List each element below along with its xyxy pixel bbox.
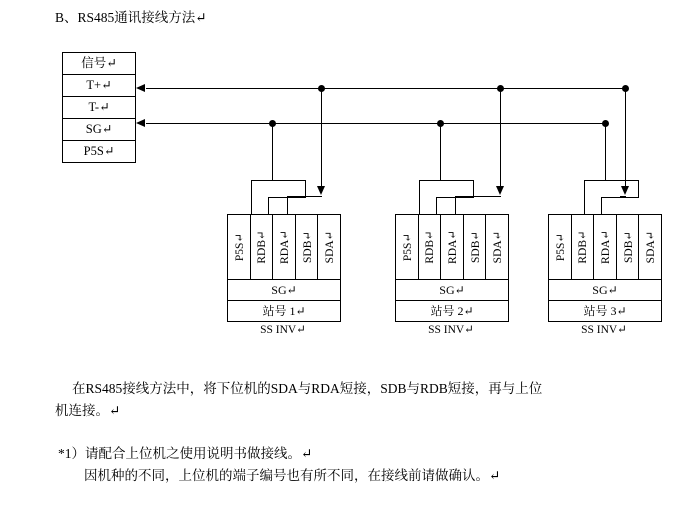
pin-rdb — [419, 215, 442, 279]
terminal-row: T-↵ — [63, 97, 135, 119]
station-1-sg: SG↵ — [228, 279, 340, 300]
bracket-t-left-2 — [455, 196, 456, 215]
pin-p5s — [396, 215, 419, 279]
pin-sdb — [464, 215, 487, 279]
bracket-t-3 — [620, 196, 626, 197]
pin-label: SDB↵ — [301, 230, 314, 264]
bracket-t-2 — [455, 196, 501, 197]
pin-sdb — [296, 215, 319, 279]
drop-line-tplus-1 — [321, 88, 322, 188]
station-3-sg: SG↵ — [549, 279, 661, 300]
pin-label: RDA↵ — [599, 230, 612, 264]
pin-label: P5S↵ — [233, 232, 246, 262]
station-block-2 — [395, 214, 509, 322]
station-2-pins — [396, 215, 508, 279]
station-1-title: 站号 1↵ — [228, 300, 340, 321]
drop-line-sg-2 — [440, 123, 441, 180]
pin-sdb — [617, 215, 640, 279]
pin-sda — [486, 215, 508, 279]
pin-label: SDA↵ — [324, 230, 337, 264]
drop-line-sg-1 — [272, 123, 273, 180]
drop-line-tplus-3 — [625, 88, 626, 188]
terminal-row: T+↵ — [63, 75, 135, 97]
pin-label: P5S↵ — [554, 232, 567, 262]
pin-label: RDA↵ — [446, 230, 459, 264]
paragraph-1-line-2: 机连接。↵ — [55, 403, 121, 418]
pin-rdb — [251, 215, 274, 279]
pin-label: SDB↵ — [622, 230, 635, 264]
arrow-down-2 — [496, 186, 504, 195]
pin-label: SDA↵ — [492, 230, 505, 264]
bracket-t-left-1 — [287, 196, 288, 215]
bracket-left-1 — [251, 180, 252, 215]
terminal-row: P5S↵ — [63, 141, 135, 163]
paragraph-1-line-1: 在RS485接线方法中，将下位机的SDA与RDA短接，SDB与RDB短接，再与上位 — [72, 381, 543, 396]
note-1: *1）请配合上位机之使用说明书做接线。↵ — [58, 446, 313, 461]
note-2: 因机种的不同，上位机的端子编号也有所不同，在接线前请做确认。↵ — [84, 468, 501, 483]
arrow-down-1 — [317, 186, 325, 195]
bracket-right-3 — [638, 180, 639, 197]
pin-label: RDB↵ — [577, 230, 590, 264]
pin-rda — [594, 215, 617, 279]
bracket-right-1 — [305, 180, 306, 197]
bracket-top-1 — [251, 180, 306, 181]
signal-terminal-block — [62, 52, 136, 163]
pin-label: SDB↵ — [469, 230, 482, 264]
pin-sda — [639, 215, 661, 279]
bracket-left-2 — [419, 180, 420, 215]
bracket-top-2 — [419, 180, 474, 181]
pin-rda — [441, 215, 464, 279]
station-2-title: 站号 2↵ — [396, 300, 508, 321]
pin-label: RDA↵ — [278, 230, 291, 264]
bracket-inner-3 — [601, 197, 639, 198]
pin-label: SDA↵ — [645, 230, 658, 264]
station-block-3 — [548, 214, 662, 322]
pin-sda — [318, 215, 340, 279]
arrow-down-3 — [621, 186, 629, 195]
bracket-right-2 — [473, 180, 474, 197]
bracket-inner-left-1 — [268, 197, 269, 215]
pin-p5s — [549, 215, 572, 279]
station-3-title: 站号 3↵ — [549, 300, 661, 321]
bracket-inner-left-3 — [601, 197, 602, 215]
drop-line-sg-3 — [605, 123, 606, 180]
terminal-row: 信号↵ — [63, 53, 135, 75]
bracket-t-1 — [287, 196, 322, 197]
station-3-label: SS INV↵ — [581, 324, 627, 336]
station-3-pins — [549, 215, 661, 279]
pin-label: P5S↵ — [401, 232, 414, 262]
station-1-pins — [228, 215, 340, 279]
pin-p5s — [228, 215, 251, 279]
pin-rda — [273, 215, 296, 279]
station-1-label: SS INV↵ — [260, 324, 306, 336]
page-title: B、RS485通讯接线方法↵ — [55, 10, 207, 25]
terminal-row: SG↵ — [63, 119, 135, 141]
bus-line-sg — [146, 123, 606, 124]
bracket-left-3 — [584, 180, 585, 215]
arrow-sg — [136, 119, 145, 127]
arrow-tplus — [136, 84, 145, 92]
pin-rdb — [572, 215, 595, 279]
station-block-1 — [227, 214, 341, 322]
bus-line-tplus — [146, 88, 626, 89]
bracket-top-3 — [584, 180, 639, 181]
pin-label: RDB↵ — [256, 230, 269, 264]
bracket-inner-left-2 — [436, 197, 437, 215]
station-2-label: SS INV↵ — [428, 324, 474, 336]
station-2-sg: SG↵ — [396, 279, 508, 300]
pin-label: RDB↵ — [424, 230, 437, 264]
drop-line-tplus-2 — [500, 88, 501, 188]
